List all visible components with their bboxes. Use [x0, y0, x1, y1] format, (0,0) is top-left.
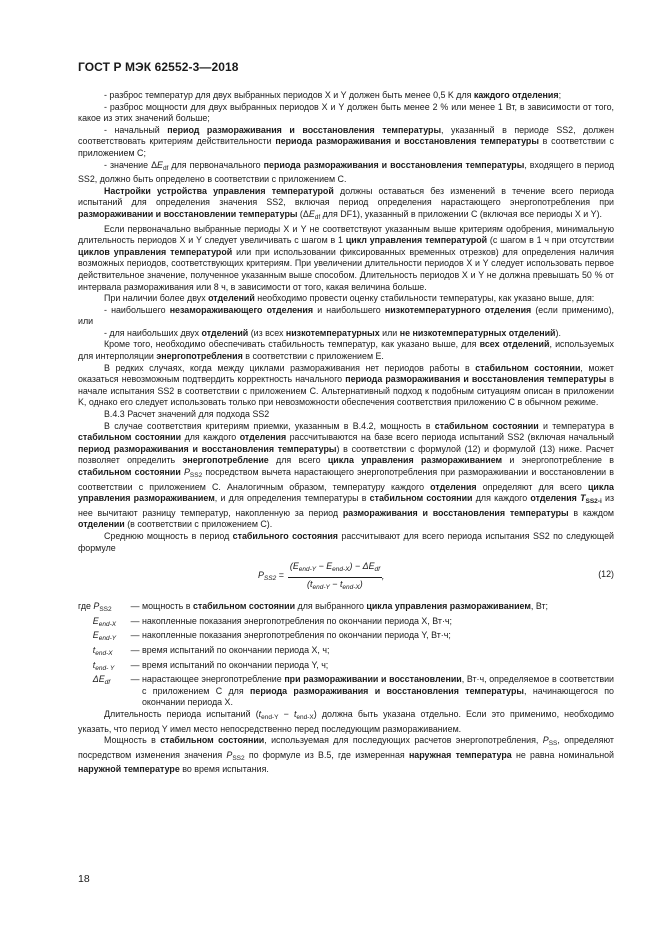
formula-tail: ,	[381, 571, 385, 582]
definition-text: время испытаний по окончании периода Y, ч;	[142, 659, 329, 670]
definitions-list	[78, 601, 614, 709]
definition-symbol: $t_{end-X}$	[92, 644, 113, 657]
paragraph-interpolation: Кроме того, необходимо обеспечивать стабильность температур, как указано выше, для всех отделений, используемых для интерполяции энергопотребления в соответствии с приложением Е.	[78, 339, 614, 362]
list-item-largest-unfrozen: - наибольшего незамораживающего отделения и наибольшего низкотемпературного отделения (если применимо), или	[78, 304, 614, 327]
definition-row: $E_{end-Y}$ — накопленные показания энергопотребления по окончании периода Y, Вт·ч;	[78, 630, 614, 645]
page-number: 18	[78, 873, 90, 885]
definition-symbol: $E_{end-X}$	[92, 615, 117, 628]
definition-row: $t_{end- Y}$ — время испытаний по окончании периода Y, ч;	[78, 660, 614, 675]
definition-text: нарастающее энергопотребление при размораживании и восстановлении, Вт·ч, определяемое в соответствии с приложением С для периода размораживания и восстановления температуры, начинающегося по окончании периода X.	[142, 674, 614, 708]
formula-lhs: $P_{SS2}$ =	[258, 569, 284, 582]
fraction	[258, 561, 384, 593]
paragraph-calculation: В случае соответствия критериям приемки, указанным в В.4.2, мощность в стабильном состоянии и температура в стабильном состоянии для каждого отделения рассчитываются на базе всего периода испытаний SS2 (включая начальный период размораживания и восстановления температуры) в соответствии с формулой (12) и формулой (13) ниже. Расчет позволяет определить энергопотребление для всего цикла управления размораживанием и энергопотребление в стабильном состоянии $P_{SS2}$ посредством вычета нарастающего энергопотребления при размораживании и восстановлении в соответствии с приложением С. Аналогичным образом, температуру каждого отделения определяют для всего цикла управления размораживанием, и для определения температуры в стабильном состоянии для каждого отделения $T_{SS2-i}$ из нее вычитают разницу температур, накопленную за период размораживания и восстановления температуры в каждом отделении (в соответствии с приложением С).	[78, 420, 615, 530]
definition-text: мощность в стабильном состоянии для выбранного цикла управления размораживанием, Вт;	[142, 601, 549, 612]
section-heading: В.4.3 Расчет значений для подхода SS2	[104, 409, 270, 420]
definition-row: $\Delta E_{df}$ — нарастающее энергопотребление при размораживании и восстановлении, Вт·ч, определяемое в соответствии с приложением С для периода размораживания и восстановления температуры, начинающегося по окончании периода X.	[78, 674, 614, 708]
list-item-temperature-spread: - разброс температур для двух выбранных периодов X и Y должен быть менее 0,5 K для каждого отделения;	[104, 90, 562, 100]
list-item-initial-defrost: - начальный период размораживания и восстановления температуры, указанный в периоде SS2, должен соответствовать критериям действительности периода размораживания и восстановления температуры в соответствии с приложением С;	[78, 124, 614, 158]
definition-symbol: $E_{end-Y}$	[92, 630, 117, 643]
paragraph-steady-state-power: Мощность в стабильном состоянии, используемая для последующих расчетов энергопотребления, $P_{SS}$, определяют посредством изменения значения $P_{SS2}$ по формуле из В.5, где измеренная наружная температура не равна номинальной наружной температуре во время испытания.	[78, 735, 614, 775]
definition-symbol: $t_{end- Y}$	[92, 659, 115, 672]
definition-symbol: где $P_{SS2}$	[78, 601, 112, 614]
paragraph-test-duration: Длительность периода испытаний $(t_{end-Y} - t_{end-X})$ должна быть указана отдельно. Если это применимо, необходимо указать, что период Y имел место непосредственно перед последующим размораживанием.	[78, 708, 614, 734]
equation-number: (12)	[598, 569, 614, 580]
formula-denominator: $(t_{end-Y} - t_{end-X})$	[307, 578, 363, 591]
definition-row: $E_{end-X}$ — накопленные показания энергопотребления по окончании периода X, Вт·ч;	[78, 616, 614, 631]
formula-numerator: $(E_{end-Y} - E_{end-X}) - \Delta E_{df}$	[288, 561, 382, 578]
list-item-delta-edf: - значение $\Delta E_{df}$ для первоначального периода размораживания и восстановления температуры, входящего в период SS2, должно быть определено в соответствии с приложением С.	[78, 159, 615, 185]
definition-row: где $P_{SS2}$ — мощность в стабильном состоянии для выбранного цикла управления размораживанием, Вт;	[78, 601, 614, 616]
definition-text: время испытаний по окончании периода X, ч;	[142, 644, 330, 655]
paragraph-rare-cases: В редких случаях, когда между циклами размораживания нет периодов работы в стабильном состоянии, может оказаться невозможным подтвердить корректность начального периода размораживания и восстановления температуры в начале испытания SS2 в соответствии с приложением С. Альтернативный подход к подобным ситуациям описан в приложении K, однако его следует использовать только при невозможности обеспечения соответствия приложению С в обычном режиме.	[78, 362, 614, 408]
formula-12	[78, 557, 614, 599]
list-item-largest-two: - для наибольших двух отделений (из всех низкотемпературных или не низкотемпературных отделений).	[104, 327, 561, 338]
paragraph-multiple-compartments: При наличии более двух отделений необходимо провести оценку стабильности температуры, как указано выше, для:	[104, 293, 595, 304]
paragraph-settings: Настройки устройства управления температурой должны оставаться без изменений в течение всего периода испытаний для определения значения SS2, включая период определения нарастающего энергопотребления при размораживании и восстановлении температуры ($\Delta E_{df}$ для DF1), указанный в приложении С (включая все периоды X и Y).	[78, 185, 614, 221]
paragraph-average-power: Среднюю мощность в период стабильного состояния рассчитывают для всего периода испытания SS2 по следующей формуле	[78, 530, 614, 553]
definition-text: накопленные показания энергопотребления по окончании периода Y, Вт·ч;	[142, 630, 451, 641]
document-header: ГОСТ Р МЭК 62552-3—2018	[78, 60, 239, 74]
page-body	[78, 90, 614, 776]
definition-row: $t_{end-X}$ — время испытаний по окончании периода X, ч;	[78, 645, 614, 660]
definition-text: накопленные показания энергопотребления по окончании периода X, Вт·ч;	[142, 615, 452, 626]
definition-symbol: $\Delta E_{df}$	[78, 674, 111, 687]
paragraph-duration: Если первоначально выбранные периоды X и Y не соответствуют указанным выше критериям одобрения, минимальную длительность периодов X и Y следует увеличивать с шагом в 1 цикл управления температурой (с шагом в 1 ч при отсутствии циклов управления температурой или при использовании фиксированных временных отрезков) для определения наличия возможных периодов, соответствующих критериям. При увеличении длительности периодов X и Y следует использовать первое действительное значение, полученное указанным выше способом. Длительность периодов X и Y не должна превышать 50 % от интервала размораживания или 8 ч, в зависимости от того, какая величина больше.	[78, 223, 615, 292]
list-item-power-spread: - разброс мощности для двух выбранных периодов X и Y должен быть менее 2 % или менее 1 Вт, в зависимости от того, какое из этих значений больше;	[78, 101, 614, 124]
